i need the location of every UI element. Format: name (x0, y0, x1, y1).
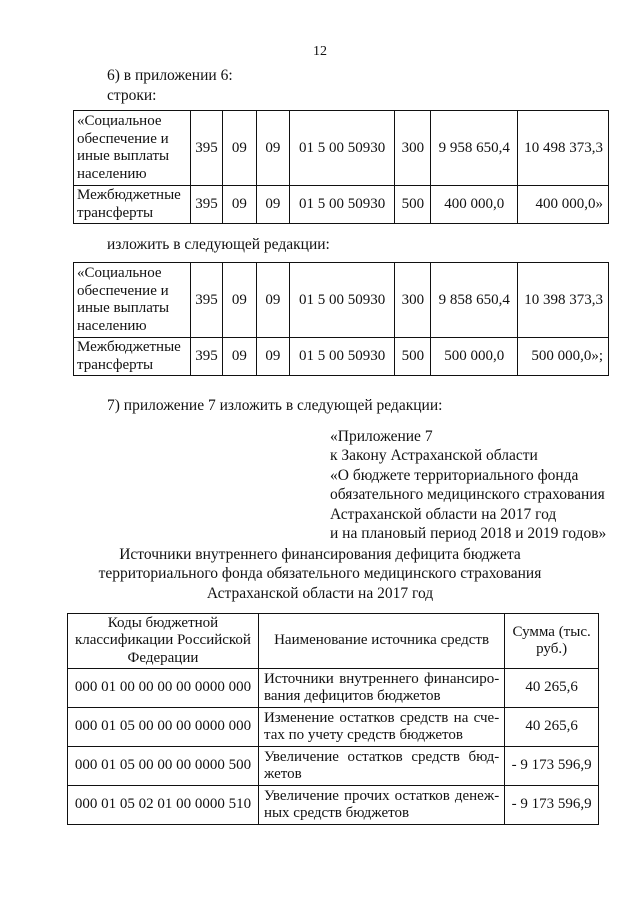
amount-cell: 500 000,0»; (518, 338, 609, 376)
budget-code-cell: 000 01 05 00 00 00 0000 000 (68, 708, 259, 747)
subsection-cell: 09 (256, 338, 289, 376)
amount-cell: 10 398 373,3 (518, 263, 609, 338)
sum-cell: 40 265,6 (505, 708, 599, 747)
financing-sources-table (67, 613, 599, 825)
old-rows-table (73, 110, 609, 224)
target-article-cell: 01 5 00 50930 (289, 111, 395, 186)
section-cell: 09 (222, 338, 256, 376)
table-row (68, 669, 599, 708)
appendix-line: «О бюджете территориального фонда (330, 466, 579, 484)
source-name-cell: Источники внутреннего финансиро- вания дефицитов бюджетов (258, 669, 504, 708)
expense-type-cell: 500 (395, 186, 431, 224)
subsection-cell: 09 (256, 111, 289, 186)
source-name-header: Наименование источника средств (258, 614, 504, 669)
table-header-row (68, 614, 599, 669)
sum-header: Сумма (тыс. руб.) (505, 614, 599, 669)
expense-name-cell: Межбюджетные трансферты (74, 338, 191, 376)
section-cell: 09 (222, 186, 256, 224)
subsection-cell: 09 (256, 186, 289, 224)
budget-code-cell: 000 01 05 00 00 00 0000 500 (68, 747, 259, 786)
source-name-cell: Увеличение прочих остатков денеж- ных средств бюджетов (258, 786, 504, 825)
section-cell: 09 (222, 263, 256, 338)
new-rows-table (73, 262, 609, 376)
table-row (68, 747, 599, 786)
table-heading (0, 545, 640, 603)
codes-header: Коды бюджетной классификации Российской Федерации (68, 614, 259, 669)
appendix-line: и на плановый период 2018 и 2019 годов» (330, 525, 607, 543)
replacement-text: изложить в следующей редакции: (107, 236, 330, 253)
budget-code-cell: 000 01 05 02 01 00 0000 510 (68, 786, 259, 825)
source-name-cell: Изменение остатков средств на сче- тах по учету средств бюджетов (258, 708, 504, 747)
expense-type-cell: 300 (395, 111, 431, 186)
appendix-line: обязательного медицинского страхования (330, 486, 605, 504)
expense-name-cell: «Социальное обеспечение и иные выплаты населению (74, 111, 191, 186)
expense-type-cell: 500 (395, 338, 431, 376)
sum-cell: - 9 173 596,9 (505, 747, 599, 786)
sum-cell: - 9 173 596,9 (505, 786, 599, 825)
amount-cell: 400 000,0» (518, 186, 609, 224)
item-7-text: 7) приложение 7 изложить в следующей редакции: (107, 397, 443, 414)
amount-cell: 500 000,0 (431, 338, 518, 376)
table-row (68, 786, 599, 825)
grbs-cell: 395 (190, 338, 222, 376)
amount-cell: 10 498 373,3 (518, 111, 609, 186)
section-cell: 09 (222, 111, 256, 186)
target-article-cell: 01 5 00 50930 (289, 263, 395, 338)
sum-cell: 40 265,6 (505, 669, 599, 708)
target-article-cell: 01 5 00 50930 (289, 338, 395, 376)
amount-cell: 400 000,0 (431, 186, 518, 224)
grbs-cell: 395 (190, 263, 222, 338)
heading-line: Источники внутреннего финансирования дефицита бюджета (119, 546, 521, 563)
page-number: 12 (313, 44, 327, 59)
heading-line: территориального фонда обязательного медицинского страхования (98, 565, 542, 583)
source-name-cell: Увеличение остатков средств бюд- жетов (258, 747, 504, 786)
appendix-line: Астраханской области на 2017 год (330, 505, 557, 523)
subsection-cell: 09 (256, 263, 289, 338)
intro-line-1: 6) в приложении 6: (107, 67, 233, 84)
heading-line: Астраханской области на 2017 год (206, 584, 434, 602)
expense-type-cell: 300 (395, 263, 431, 338)
intro-line-2: строки: (107, 87, 157, 104)
expense-name-cell: «Социальное обеспечение и иные выплаты населению (74, 263, 191, 338)
expense-name-cell: Межбюджетные трансферты (74, 186, 191, 224)
grbs-cell: 395 (190, 111, 222, 186)
amount-cell: 9 858 650,4 (431, 263, 518, 338)
target-article-cell: 01 5 00 50930 (289, 186, 395, 224)
amount-cell: 9 958 650,4 (431, 111, 518, 186)
budget-code-cell: 000 01 00 00 00 00 0000 000 (68, 669, 259, 708)
table-row (74, 263, 609, 338)
grbs-cell: 395 (190, 186, 222, 224)
table-row (74, 338, 609, 376)
table-row (74, 186, 609, 224)
appendix-line: к Закону Астраханской области (330, 447, 538, 465)
appendix-line: «Приложение 7 (330, 428, 433, 445)
table-row (74, 111, 609, 186)
table-row (68, 708, 599, 747)
appendix-caption (330, 427, 606, 543)
